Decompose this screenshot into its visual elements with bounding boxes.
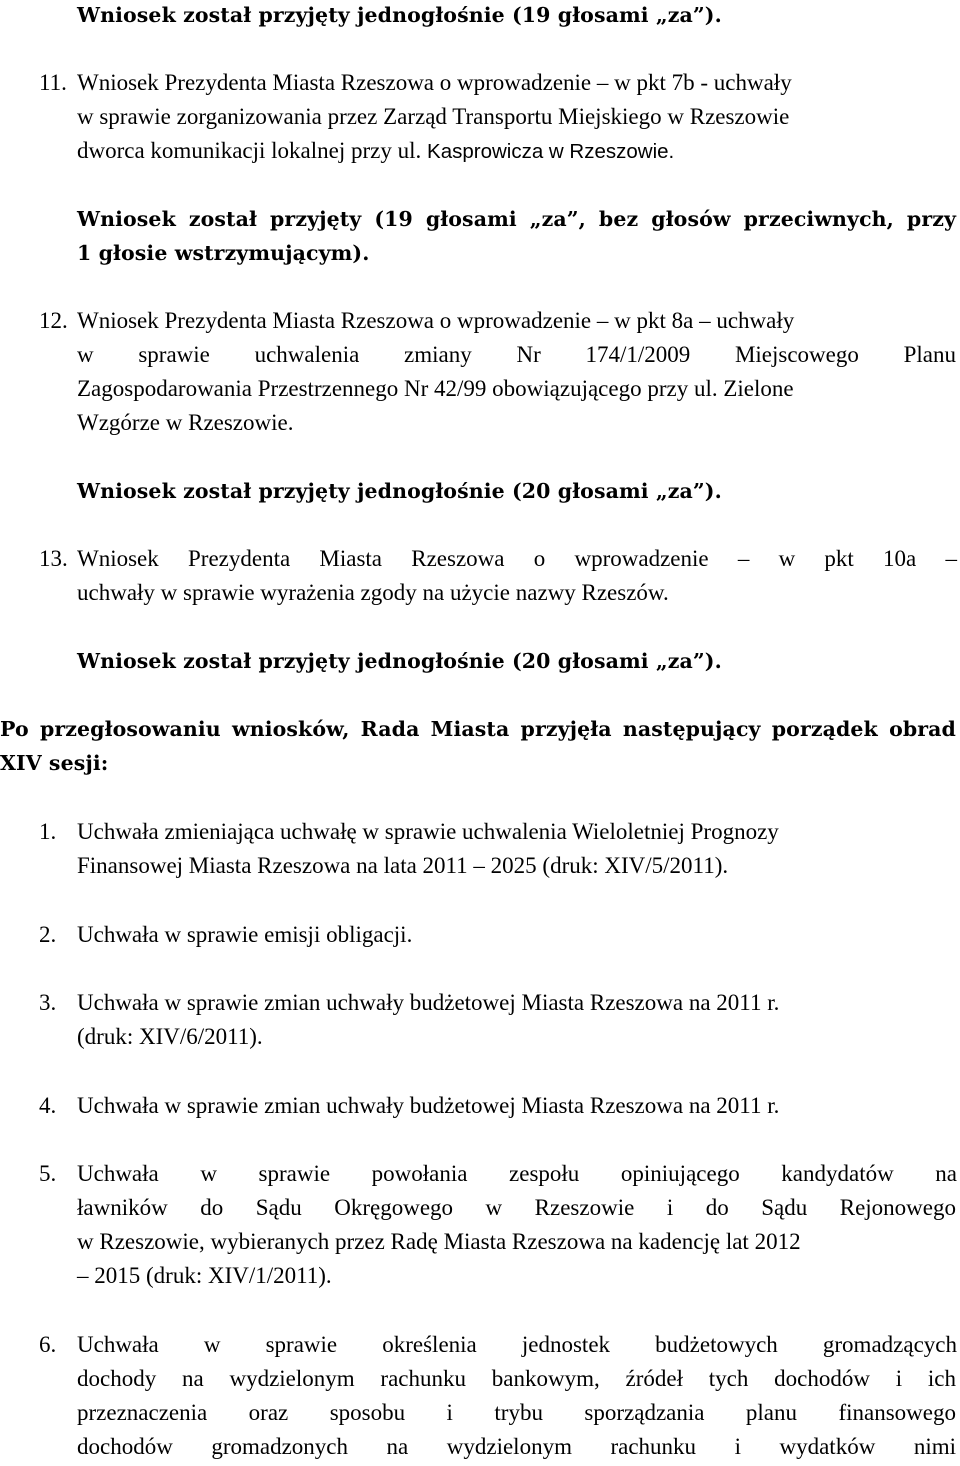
- agenda-number: 2.: [39, 922, 57, 947]
- item-11-result-line1: [77, 202, 956, 236]
- agenda-number: 5.: [39, 1161, 57, 1186]
- item-11-line2: w sprawie zorganizowania przez Zarząd Transportu Miejskiego w Rzeszowie: [77, 104, 790, 129]
- agenda-text: Uchwała w sprawie zmian uchwały budżetowej Miasta Rzeszowa na 2011 r.: [77, 1093, 780, 1118]
- item-12-line1: [39, 304, 794, 338]
- agenda-item-6-line1: [39, 1328, 957, 1362]
- agenda-number: 4.: [39, 1093, 57, 1118]
- agenda-item-6-line4: [77, 1430, 956, 1464]
- item-text: dworca komunikacji lokalnej przy ul.: [77, 138, 428, 163]
- item-12-line4: Wzgórze w Rzeszowie.: [77, 410, 294, 435]
- item-13-line2: uchwały w sprawie wyrażenia zgody na użycie nazwy Rzeszów.: [77, 580, 669, 605]
- agenda-item-5-line1: [39, 1157, 957, 1191]
- item-text: Wniosek Prezydenta Miasta Rzeszowa o wprowadzenie – w pkt 10a –: [77, 546, 957, 571]
- agenda-number: 1.: [39, 819, 57, 844]
- agenda-text: Uchwała w sprawie powołania zespołu opiniującego kandydatów na: [77, 1161, 957, 1186]
- agenda-text: Uchwała w sprawie określenia jednostek budżetowych gromadzących: [77, 1332, 957, 1357]
- item-number: 13.: [39, 546, 68, 571]
- agenda-text: Uchwała w sprawie emisji obligacji.: [77, 922, 413, 947]
- item-11-result-line2: 1 głosie wstrzymującym).: [77, 241, 370, 265]
- item-number: 12.: [39, 308, 68, 333]
- agenda-text: Uchwała w sprawie zmian uchwały budżetowej Miasta Rzeszowa na 2011 r.: [77, 990, 780, 1015]
- item-text: w sprawie uchwalenia zmiany Nr 174/1/2009 Miejscowego Planu: [77, 342, 956, 367]
- agenda-item-4-line1: [39, 1089, 779, 1123]
- agenda-heading-line1: [0, 712, 956, 746]
- agenda-item-5-line3: w Rzeszowie, wybieranych przez Radę Miasta Rzeszowa na kadencję lat 2012: [77, 1229, 801, 1254]
- agenda-item-3-line2: (druk: XIV/6/2011).: [77, 1024, 263, 1049]
- agenda-text: przeznaczenia oraz sposobu i trybu sporządzania planu finansowego: [77, 1400, 956, 1425]
- item-number: 11.: [39, 70, 67, 95]
- item-text: Wniosek Prezydenta Miasta Rzeszowa o wprowadzenie – w pkt 7b - uchwały: [77, 70, 792, 95]
- item-11-line3: [77, 134, 674, 169]
- heading-text: Po przegłosowaniu wniosków, Rada Miasta przyjęła następujący porządek obrad: [0, 717, 956, 741]
- agenda-item-2-line1: [39, 918, 412, 952]
- item-12-line2: [77, 338, 956, 372]
- agenda-item-5-line2: [77, 1191, 956, 1225]
- agenda-item-1-line1: [39, 815, 779, 849]
- agenda-item-3-line1: [39, 986, 779, 1020]
- agenda-text: dochodów gromadzonych na wydzielonym rachunku i wydatków nimi: [77, 1434, 956, 1459]
- item-text-sans: Kasprowicza w Rzeszowie.: [427, 140, 675, 163]
- item-text: Wniosek Prezydenta Miasta Rzeszowa o wprowadzenie – w pkt 8a – uchwały: [77, 308, 795, 333]
- agenda-item-6-line3: [77, 1396, 956, 1430]
- agenda-text: dochody na wydzielonym rachunku bankowym, źródeł tych dochodów i ich: [77, 1366, 956, 1391]
- agenda-number: 3.: [39, 990, 57, 1015]
- agenda-item-1-line2: Finansowej Miasta Rzeszowa na lata 2011 – 2025 (druk: XIV/5/2011).: [77, 853, 729, 878]
- agenda-number: 6.: [39, 1332, 57, 1357]
- item-13-line1: [39, 542, 957, 576]
- agenda-item-6-line2: [77, 1362, 956, 1396]
- item-12-line3: Zagospodarowania Przestrzennego Nr 42/99 obowiązującego przy ul. Zielone: [77, 376, 794, 401]
- agenda-heading-line2: XIV sesji:: [0, 751, 109, 775]
- agenda-text: ławników do Sądu Okręgowego w Rzeszowie i do Sądu Rejonowego: [77, 1195, 956, 1220]
- agenda-text: Uchwała zmieniająca uchwałę w sprawie uchwalenia Wieloletniej Prognozy: [77, 819, 779, 844]
- item-11-line1: [39, 66, 792, 100]
- item-12-result: Wniosek został przyjęty jednogłośnie (20 głosami „za”).: [77, 479, 722, 503]
- intro-result: Wniosek został przyjęty jednogłośnie (19 głosami „za”).: [77, 3, 722, 27]
- agenda-item-5-line4: – 2015 (druk: XIV/1/2011).: [77, 1263, 332, 1288]
- result-text: Wniosek został przyjęty (19 głosami „za”, bez głosów przeciwnych, przy: [77, 207, 956, 231]
- item-13-result: Wniosek został przyjęty jednogłośnie (20 głosami „za”).: [77, 649, 722, 673]
